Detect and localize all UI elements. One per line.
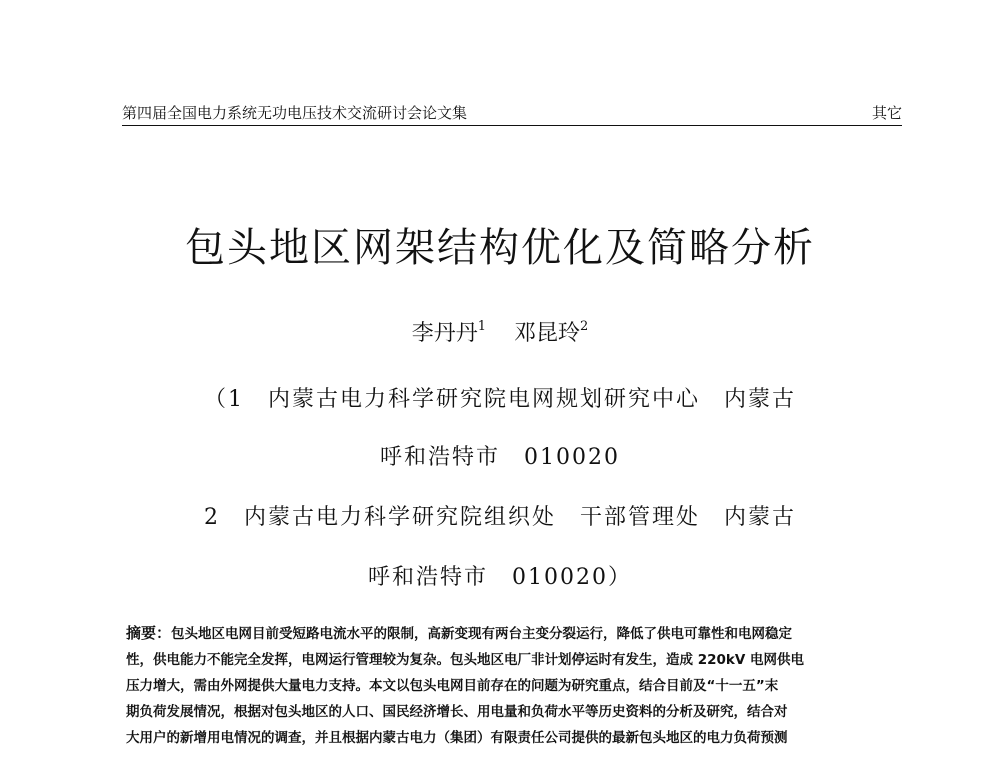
affiliation-zip: 010020: [524, 445, 620, 470]
affiliation-dept: 干部管理处: [579, 505, 700, 530]
abstract-label: 摘要：: [126, 624, 172, 642]
abstract-line: 压力增大，需由外网提供大量电力支持。本文以包头电网目前存在的问题为研究重点，结合目前及“十一五”末: [126, 678, 779, 694]
affiliation-zip: 010020）: [512, 565, 632, 590]
proceedings-title: 第四届全国电力系统无功电压技术交流研讨会论文集: [122, 104, 468, 122]
affiliation-city: 呼和浩特市: [368, 565, 489, 590]
abstract-text: 包头地区电网目前受短路电流水平的限制，高新变现有两台主变分裂运行，降低了供电可靠性和电网稳定: [171, 626, 793, 642]
author-name: 李丹丹: [411, 321, 478, 346]
affiliation-region: 内蒙古: [724, 387, 797, 412]
affiliation-number: 2: [203, 505, 220, 530]
abstract-line: 期负荷发展情况，根据对包头地区的人口、国民经济增长、用电量和负荷水平等历史资料的分析及研究，结合对: [126, 704, 788, 720]
affiliation-1-line-1: [0, 382, 1000, 413]
affiliation-2-line-1: [0, 500, 1000, 531]
abstract-line: [126, 620, 896, 647]
affiliation-city: 呼和浩特市: [380, 445, 501, 470]
author-name: 邓昆玲: [514, 321, 581, 346]
abstract-line: 性，供电能力不能完全发挥，电网运行管理较为复杂。包头地区电厂非计划停运时有发生，造成 220kV 电网供电: [126, 652, 805, 668]
abstract-line: 大用户的新增用电情况的调查，并且根据内蒙古电力（集团）有限责任公司提供的最新包头地区的电力负荷预测: [126, 730, 788, 746]
affiliation-number: （1: [203, 387, 244, 412]
author-affil-mark: 1: [477, 318, 486, 334]
running-header: [122, 102, 902, 124]
section-label: 其它: [871, 104, 902, 122]
affiliation-2-line-2: [0, 560, 1000, 591]
author-list: [0, 316, 1000, 347]
affiliation-1-line-2: [0, 440, 1000, 471]
affiliation-org: 内蒙古电力科学研究院电网规划研究中心: [267, 387, 700, 412]
paper-title: 包头地区网架结构优化及简略分析: [185, 225, 815, 271]
abstract: [126, 620, 896, 751]
header-rule: [122, 125, 902, 126]
affiliation-region: 内蒙古: [724, 505, 797, 530]
author-affil-mark: 2: [580, 318, 589, 334]
affiliation-org: 内蒙古电力科学研究院组织处: [243, 505, 556, 530]
